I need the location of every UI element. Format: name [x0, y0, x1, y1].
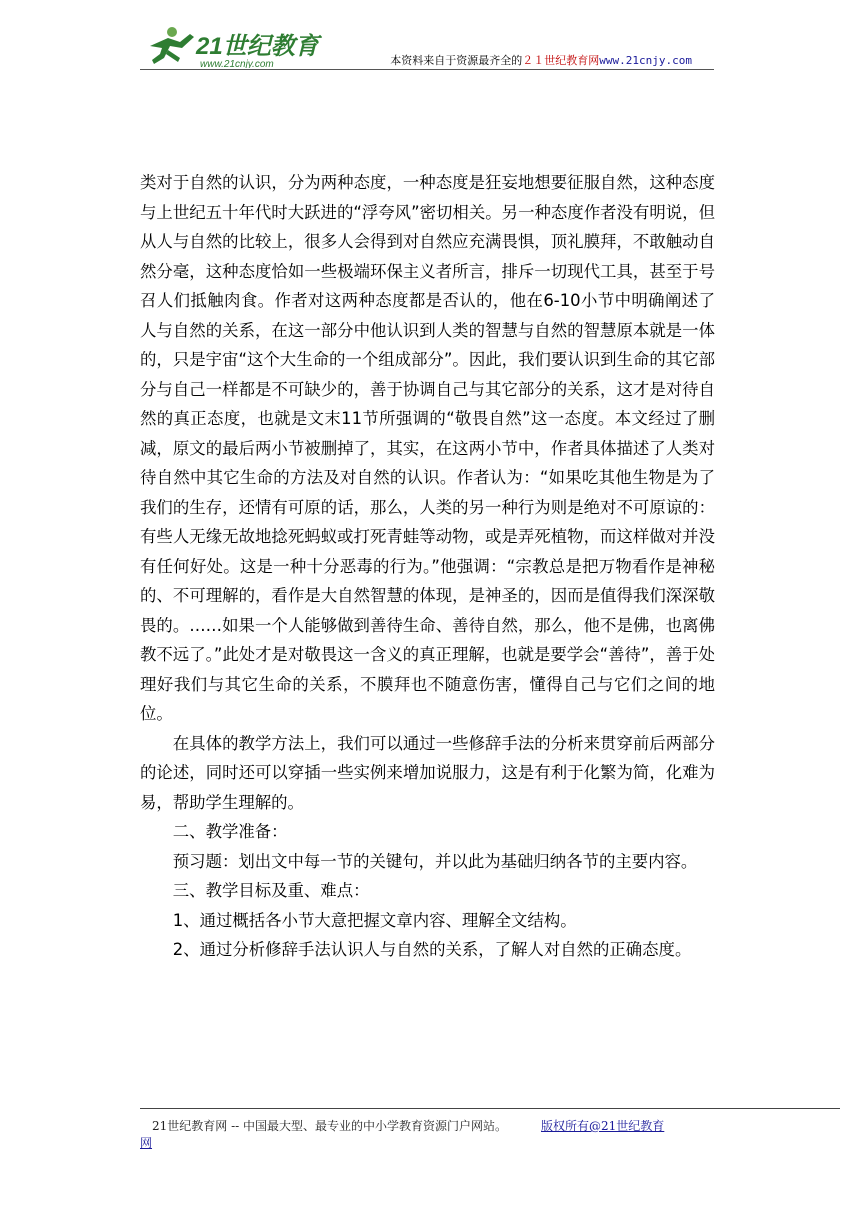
footer-copyright-link[interactable]: 版权所有@21世纪教育 [541, 1119, 665, 1133]
paragraph-preview: 预习题：划出文中每一节的关键句，并以此为基础归纳各节的主要内容。 [172, 851, 698, 871]
footer-copyright-wrap[interactable]: 网 [140, 1136, 153, 1150]
notice-brand[interactable]: ２１世纪教育网 [522, 54, 600, 67]
goal-item-1: 1、通过概括各小节大意把握文章内容、理解全文结构。 [172, 910, 577, 930]
section-heading-goals: 三、教学目标及重、难点： [172, 881, 370, 900]
runner-icon [150, 27, 194, 64]
logo-text: 21世纪教育 [196, 33, 319, 60]
paragraph-1: 类对于自然的认识，分为两种态度，一种态度是狂妄地想要征服自然，这种态度与上世纪五十年代时大跃进的“浮夸风”密切相关。另一种态度作者没有明说，但从人与自然的比较上，很多人会得到对自然应充满畏惧，顶礼膜拜，不敢触动自然分毫，这种态度恰如一些极端环保主义者所言，排斥一切现代工具，甚至于号召人们抵触肉食。作者对这两种态度都是否认的，他在6-10小节中明确阐述了人与自然的关系，在这一部分中他认识到人类的智慧与自然的智慧原本就是一体的，只是宇宙“这个大生命的一个组成部分”。因此，我们要认识到生命的其它部分与自己一样都是不可缺少的，善于协调自己与其它部分的关系，这才是对待自然的真正态度，也就是文末11节所强调的“敬畏自然”这一态度。本文经过了删减，原文的最后两小节被删掉了，其实，在这两小节中，作者具体描述了人类对待自然中其它生命的方法及对自然的认识。作者认为：“如果吃其他生物是为了我们的生存，还情有可原的话，那么，人类的另一种行为则是绝对不可原谅的：有些人无缘无故地捻死蚂蚁或打死青蛙等动物，或是弄死植物，而这样做对并没有任何好处。这是一种十分恶毒的行为。”他强调：“宗教总是把万物看作是神秘的、不可理解的，看作是大自然智慧的体现，是神圣的，因而是值得我们深深敬畏的。……如果一个人能够做到善待生命、善待自然，那么，他不是佛，也离佛教不远了。”此处才是对敬畏这一含义的真正理解，也就是要学会“善待”，善于处理好我们与其它生命的关系，不膜拜也不随意伤害，懂得自己与它们之间的地位。 [140, 173, 715, 723]
document-body [140, 168, 715, 965]
paragraph-2: 在具体的教学方法上，我们可以通过一些修辞手法的分析来贯穿前后两部分的论述，同时还可以穿插一些实例来增加说服力，这是有利于化繁为简，化难为易，帮助学生理解的。 [140, 733, 715, 812]
page-footer [140, 1118, 720, 1152]
site-logo [140, 24, 340, 68]
section-heading-preparation: 二、教学准备： [172, 822, 288, 841]
notice-prefix: 本资料来自于资源最齐全的 [390, 54, 523, 67]
footer-divider [140, 1108, 840, 1109]
header-divider [140, 69, 714, 70]
logo-url: www.21cnjy.com [200, 59, 274, 68]
page-header [140, 20, 712, 70]
notice-url[interactable]: www.21cnjy.com [599, 54, 692, 67]
footer-text: 21世纪教育网 -- 中国最大型、最专业的中小学教育资源门户网站。 [152, 1119, 508, 1133]
goal-item-2: 2、通过分析修辞手法认识人与自然的关系，了解人对自然的正确态度。 [172, 940, 692, 959]
header-notice [390, 52, 692, 68]
